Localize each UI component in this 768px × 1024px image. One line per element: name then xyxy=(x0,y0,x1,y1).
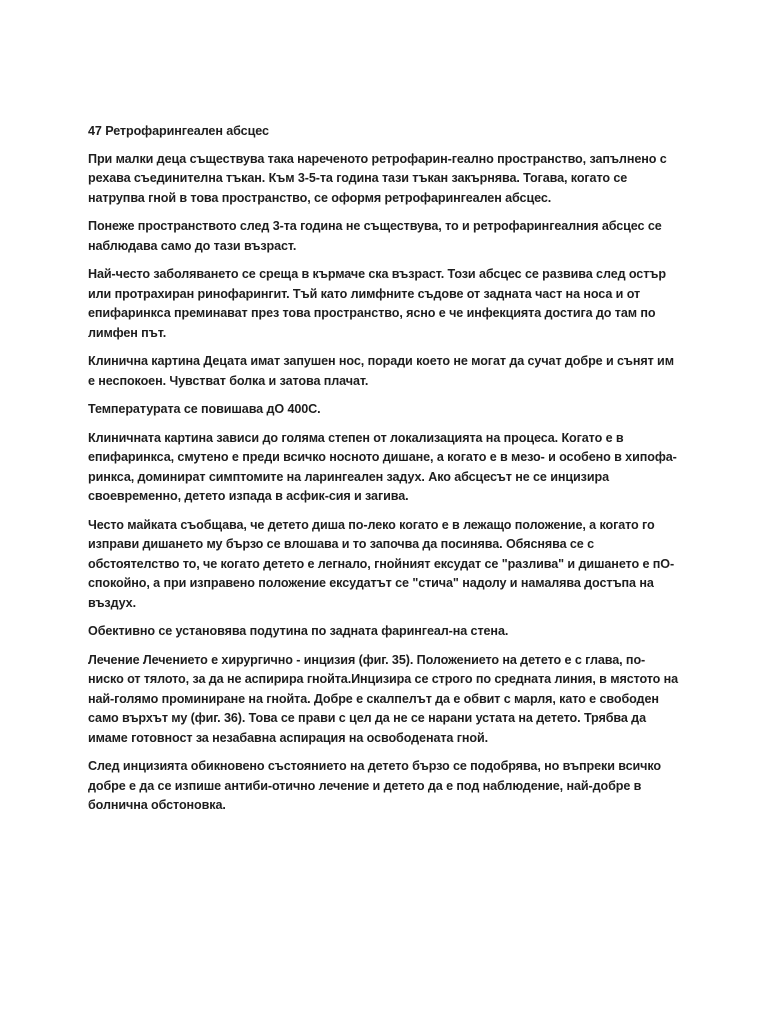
paragraph-treatment: Лечение Лечението е хирургично - инцизия (фиг. 35). Положението на детето е с глава, по-ниско от тялото, за да не аспирира гнойта.Инцизира се строго по средната линия, в мястото на най-голямо проминиране на гнойта. Добре е скалпелът да е обвит с марля, като е свободен само върхът му (фиг. 36). Това се прави с цел да не се нарани устата на детето. Трябва да имаме готовност за незабавна аспирация на освободената гной. xyxy=(88,652,679,745)
paragraph-occurrence: Най-често заболяването се среща в кърмаче ска възраст. Този абсцес се развива след остър или протрахиран ринофарингит. Тъй като лимфните съдове от задната част на носа и от епифаринкса преминават през това пространство, ясно е че инфекцията достига до там по лимфен път. xyxy=(88,267,666,340)
document-title: 47 Ретрофарингеален абсцес xyxy=(88,124,269,138)
paragraph-objective-finding: Обективно се установява подутина по задната фарингеал-на стена. xyxy=(88,624,509,638)
paragraph-after-incision: След инцизията обикновено състоянието на детето бързо се подобрява, но въпреки всичко добре е да се изпише антиби-отично лечение и детето да е под наблюдение, най-добре в болнична обстоновка. xyxy=(88,759,661,812)
paragraph-localization: Клиничната картина зависи до голяма степен от локализацията на процеса. Когато е в епифаринкса, смутено е преди всичко носното дишане, а когато е в мезо- и особено в хипофа-ринкса, доминират симптомите на ларингеален задух. Ако абсцесът не се инцизира своевременно, детето изпада в асфик-сия и загива. xyxy=(88,430,677,503)
paragraph-age-limit: Понеже пространството след 3-та година не съществува, то и ретрофарингеалния абсцес се наблюдава само до тази възраст. xyxy=(88,219,662,253)
paragraph-breathing-position: Често майката съобщава, че детето диша по-леко когато е в лежащо положение, а когато го изправи дишането му бързо се влошава и то започва да посинява. Обяснява се с обстоятелство то, че когато детето е легнало, гнойният ексудат се "разлива" и дишането е пО-спокойно, а при изправено положение ексудатът се "стича" надолу и намалява достъпа на въздух. xyxy=(88,517,675,610)
paragraph-temperature: Температурата се повишава дО 400С. xyxy=(88,402,321,416)
document-page xyxy=(88,122,680,825)
paragraph-retropharyngeal-space: При малки деца съществува така нареченото ретрофарин-геално пространство, запълнено с рехава съединителна тъкан. Към 3-5-та година тази тъкан закърнява. Тогава, когато се натрупва гной в това пространство, се оформя ретрофарингеален абсцес. xyxy=(88,151,667,205)
paragraph-clinical-picture: Клинична картина Децата имат запушен нос, поради което не могат да сучат добре и сънят им е неспокоен. Чувстват болка и затова плачат. xyxy=(88,354,674,388)
